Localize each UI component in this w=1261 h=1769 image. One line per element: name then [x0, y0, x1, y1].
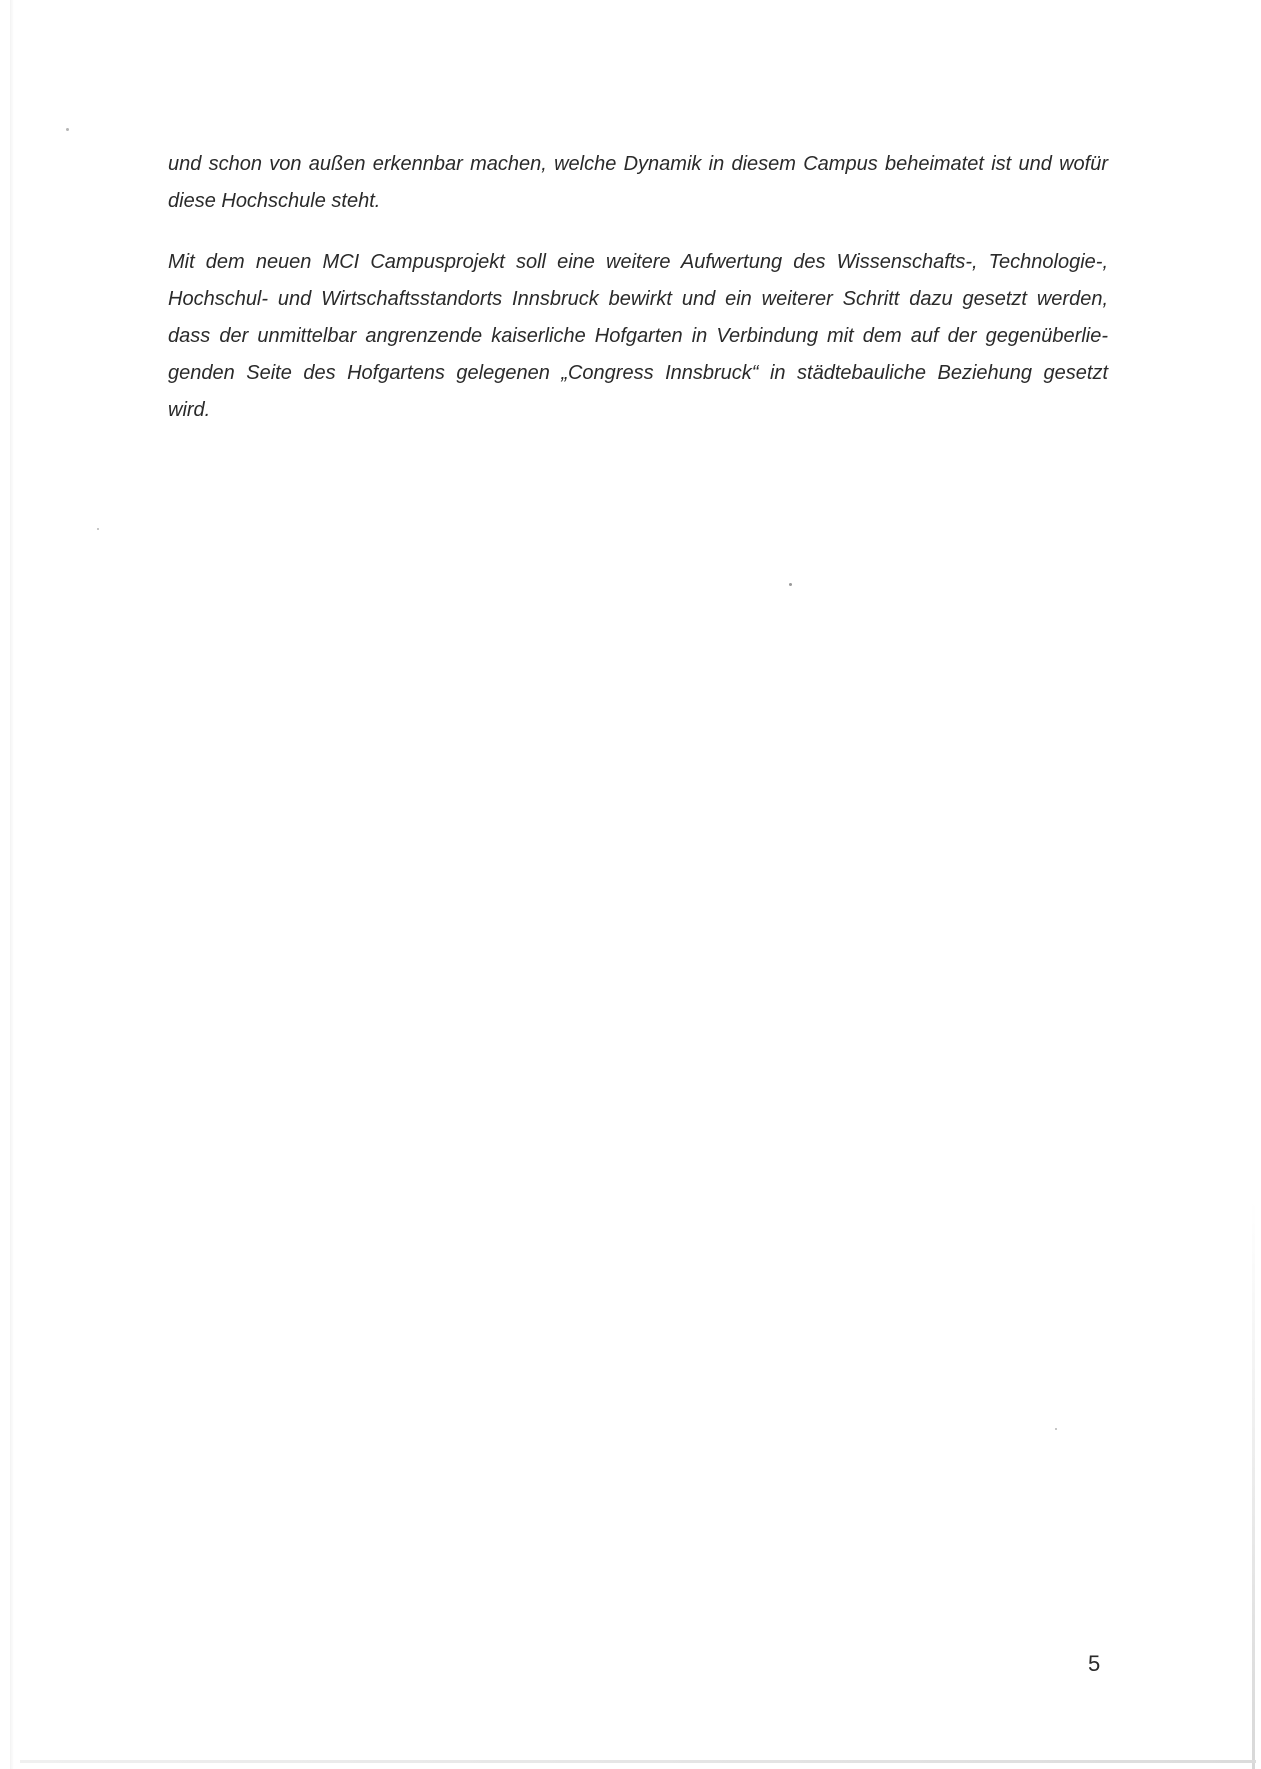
page-number: 5	[1088, 1651, 1101, 1676]
scan-left-edge	[10, 0, 14, 1769]
scan-speck	[97, 528, 99, 530]
scan-bottom-edge	[20, 1760, 1256, 1763]
text-line: diese Hochschule steht.	[168, 190, 381, 212]
text-line: Hochschul- und Wirtschaftsstandorts Innsbruck bewirkt und ein weiterer Schritt dazu gesetzt werden,	[168, 288, 1108, 310]
text-line: dass der unmittelbar angrenzende kaiserliche Hofgarten in Verbindung mit dem auf der gegenüberlie-	[168, 325, 1108, 347]
text-line: genden Seite des Hofgartens gelegenen „Congress Innsbruck“ in städtebauliche Beziehung gesetzt	[168, 362, 1108, 384]
paragraph-1	[168, 146, 1108, 220]
scan-speck	[66, 128, 69, 131]
text-line: wird.	[168, 399, 211, 421]
scan-right-edge	[1252, 1200, 1255, 1769]
paragraph-2	[168, 244, 1108, 429]
text-line: und schon von außen erkennbar machen, welche Dynamik in diesem Campus beheimatet ist und wofür	[168, 153, 1108, 175]
scan-speck	[1055, 1428, 1057, 1430]
scan-speck	[789, 583, 792, 586]
text-line: Mit dem neuen MCI Campusprojekt soll eine weitere Aufwertung des Wissenschafts-, Technologie-,	[168, 251, 1108, 273]
